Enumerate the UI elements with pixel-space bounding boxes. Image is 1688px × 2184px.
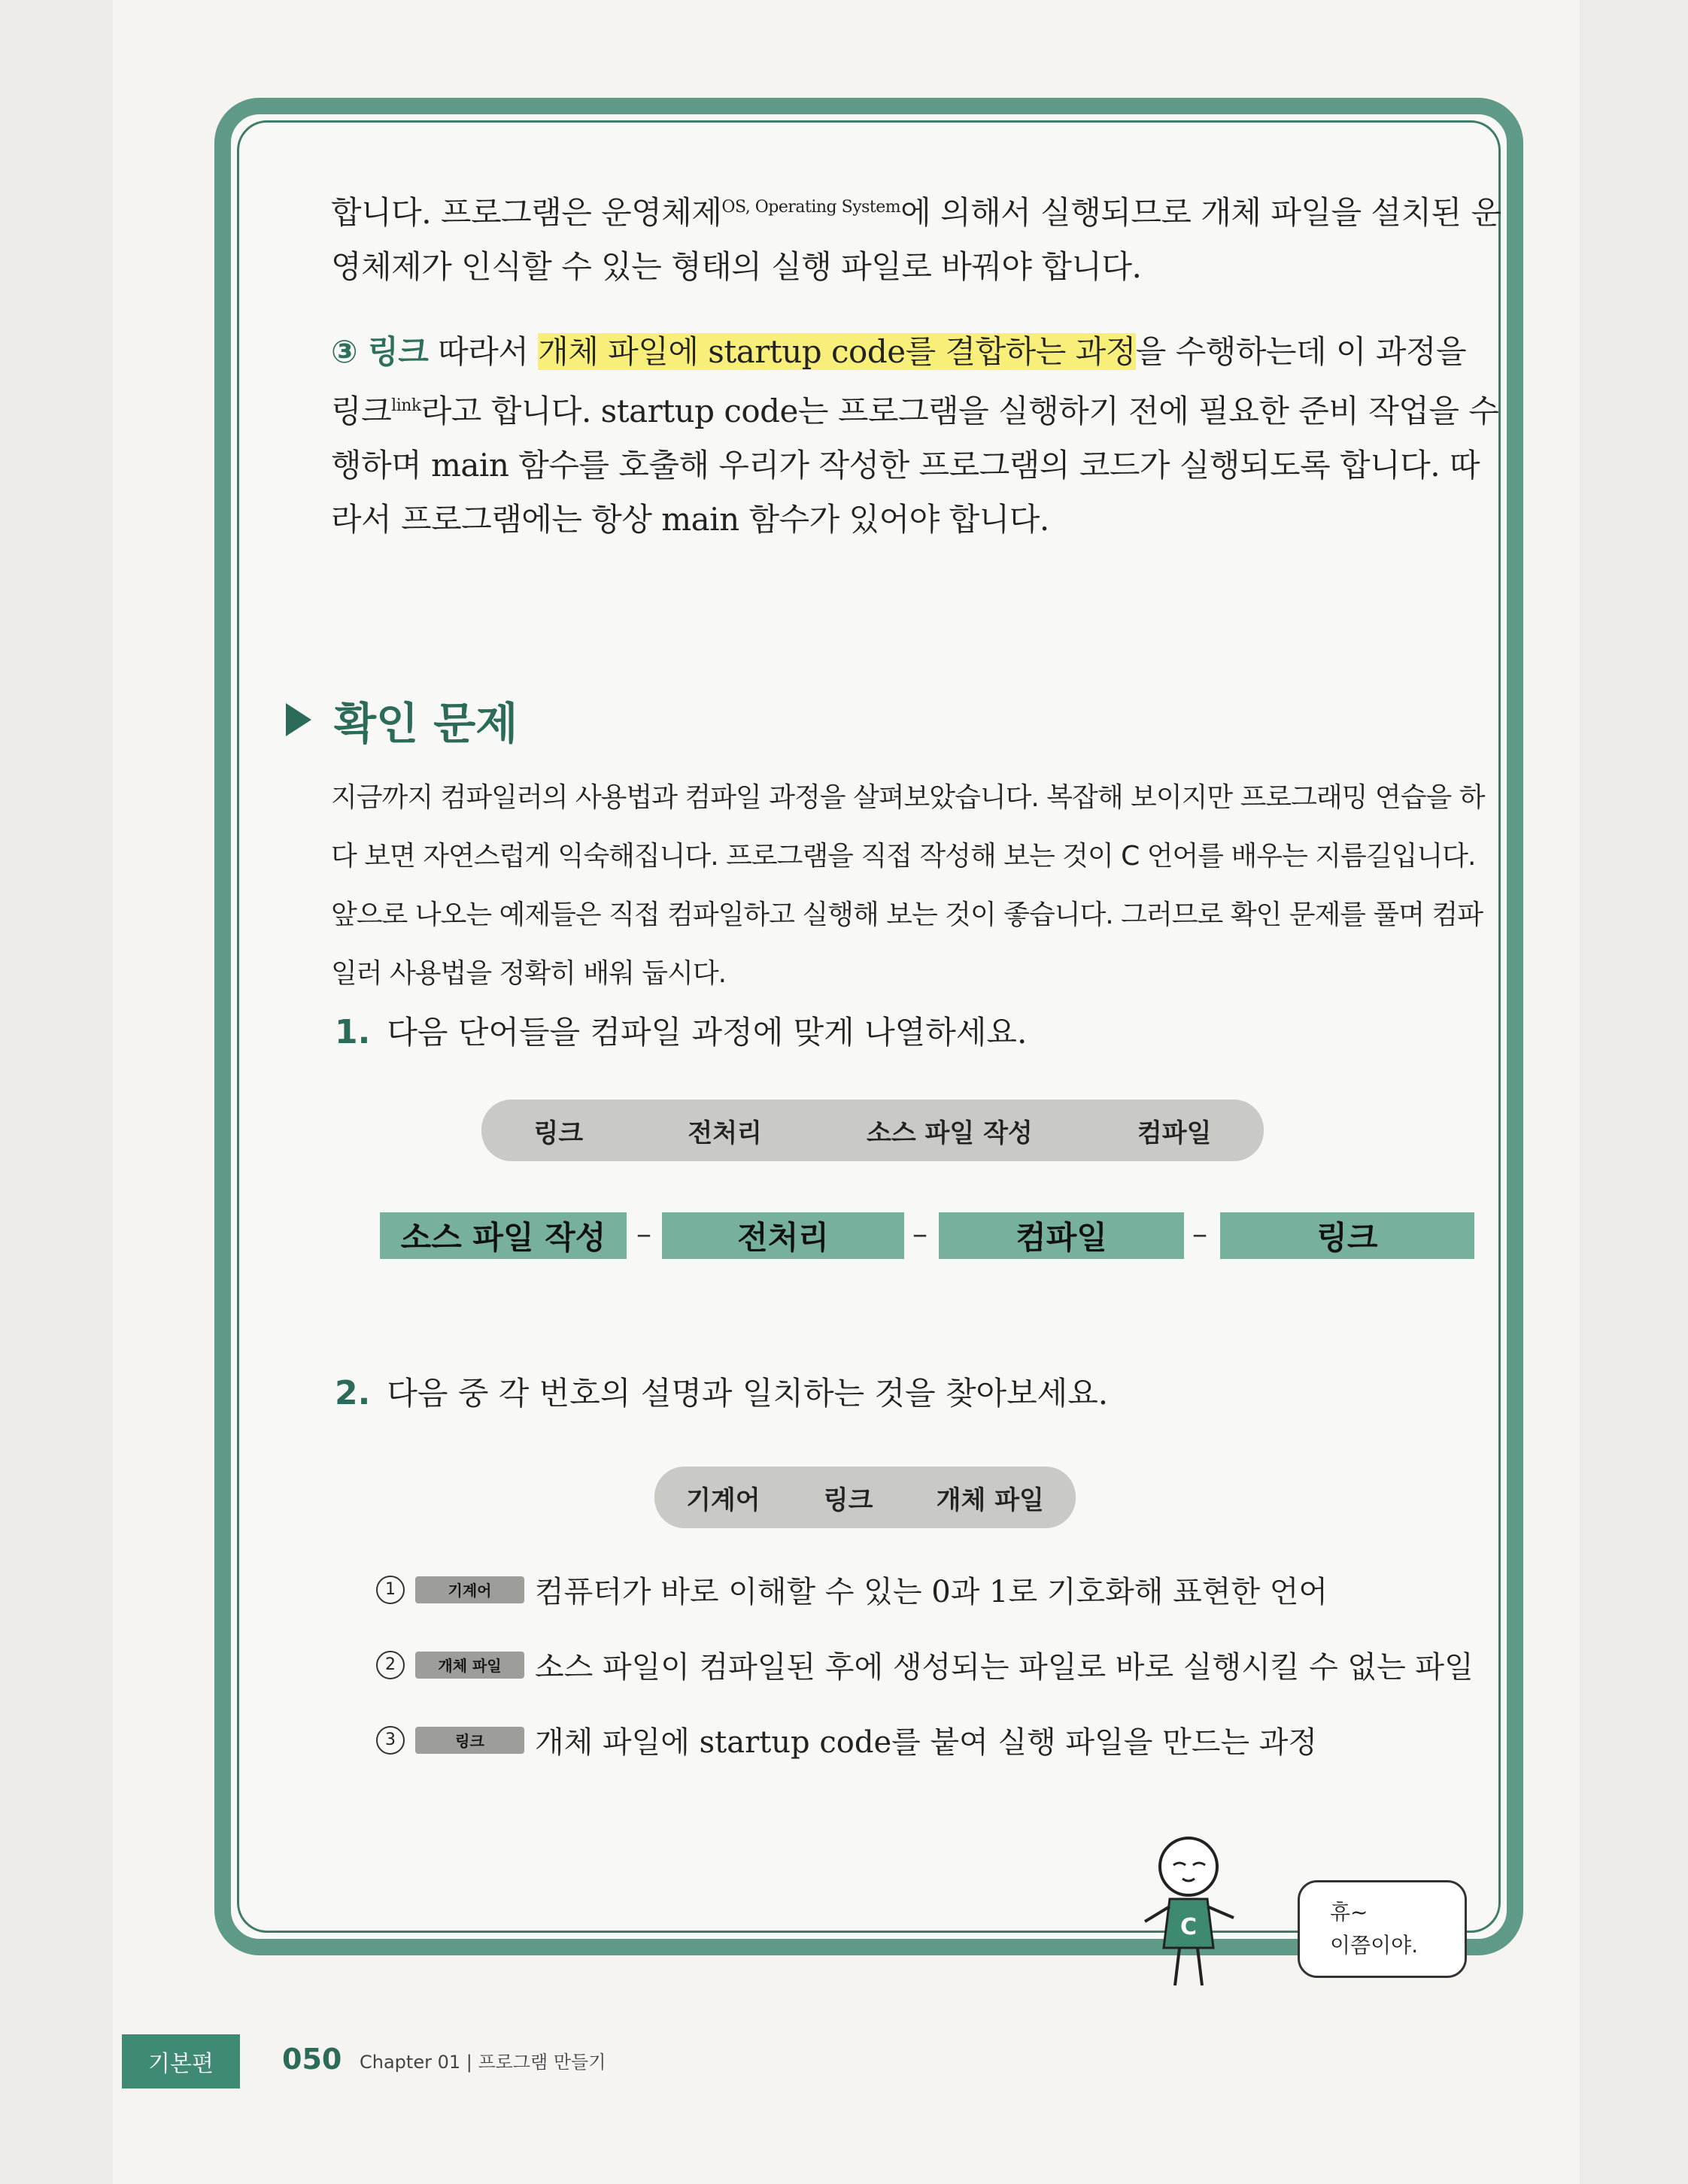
word-chip: 개체 파일 bbox=[936, 1485, 1044, 1515]
match-item: 3 링크 개체 파일에 startup code를 붙여 실행 파일을 만드는 과정 bbox=[376, 1718, 1317, 1761]
word-chip: 컴파일 bbox=[1137, 1118, 1212, 1148]
triangle-bullet-icon bbox=[286, 703, 311, 736]
paragraph-link: ③ 링크 따라서 개체 파일에 startup code를 결합하는 과정을 수행하는데 이 과정을 링크$^{link}$라고 합니다. startup code는 프로그램을 실행하기 전에 필요한 준비 작업을 수행하며 main 함수를 호출해 우리가 작성한 프로그램의 코드가 실행되도록 합니다. 따라서 프로그램에는 항상 main 함수가 있어야 합니다. bbox=[331, 333, 1499, 538]
word-chip: 소스 파일 작성 bbox=[867, 1118, 1033, 1148]
separator-dash: – bbox=[912, 1217, 927, 1251]
chapter-title: Chapter 01 | 프로그램 만들기 bbox=[360, 2052, 606, 2073]
word-chip: 전처리 bbox=[688, 1118, 762, 1148]
item-number: 3 bbox=[376, 1726, 405, 1755]
answer-box: 링크 bbox=[1220, 1212, 1474, 1259]
speech-bubble: 휴~ 이쯤이야. bbox=[1298, 1880, 1467, 1978]
match-item: 2 개체 파일 소스 파일이 컴파일된 후에 생성되는 파일로 바로 실행시킬 수 없는 파일 bbox=[376, 1643, 1474, 1686]
word-chip: 링크 bbox=[533, 1118, 584, 1148]
mascot-shirt-letter: C bbox=[1179, 1914, 1198, 1940]
highlighted-text: 개체 파일에 startup code를 결합하는 과정 bbox=[538, 333, 1136, 370]
match-item: 1 기계어 컴퓨터가 바로 이해할 수 있는 0과 1로 기호화해 표현한 언어 bbox=[376, 1568, 1328, 1611]
word-chip: 링크 bbox=[823, 1485, 873, 1515]
paragraph-compile: 합니다. 프로그램은 운영체제$^{OS, Operating System}$에 의해서 실행되므로 개체 파일을 설치된 운영체제가 인식할 수 있는 형태의 실행 파일로 바꿔야 합니다. bbox=[331, 194, 1501, 285]
item-number: 1 bbox=[376, 1576, 405, 1604]
word-chip: 기계어 bbox=[686, 1485, 761, 1515]
question-1: 1. 다음 단어들을 컴파일 과정에 맞게 나열하세요. bbox=[335, 1013, 1028, 1051]
answer-box: 컴파일 bbox=[939, 1212, 1184, 1259]
mascot-illustration bbox=[1128, 1835, 1249, 1993]
answer-box: 전처리 bbox=[662, 1212, 904, 1259]
word-bank-1 bbox=[481, 1100, 1264, 1161]
section-intro: 지금까지 컴파일러의 사용법과 컴파일 과정을 살펴보았습니다. 복잡해 보이지만 프로그래밍 연습을 하다 보면 자연스럽게 익숙해집니다. 프로그램을 직접 작성해 보는 것이 C 언어를 배우는 지름길입니다. 앞으로 나오는 예제들은 직접 컴파일하고 실행해 보는 것이 좋습니다. 그러므로 확인 문제를 풀며 컴파일러 사용법을 정확히 배워 둡시다. bbox=[331, 782, 1485, 989]
answer-box: 소스 파일 작성 bbox=[380, 1212, 627, 1259]
answer-box: 링크 bbox=[415, 1727, 524, 1754]
item-number: 2 bbox=[376, 1651, 405, 1679]
separator-dash: – bbox=[1192, 1217, 1207, 1251]
answer-box: 개체 파일 bbox=[415, 1652, 524, 1679]
separator-dash: – bbox=[636, 1217, 651, 1251]
page-number: 050 bbox=[282, 2043, 342, 2076]
footer-section-tab: 기본편 bbox=[122, 2034, 240, 2088]
word-bank-2 bbox=[654, 1467, 1076, 1528]
question-2: 2. 다음 중 각 번호의 설명과 일치하는 것을 찾아보세요. bbox=[335, 1374, 1109, 1412]
link-step-label: ③ 링크 bbox=[331, 333, 429, 370]
answer-box: 기계어 bbox=[415, 1576, 524, 1603]
section-heading: 확인 문제 bbox=[286, 688, 518, 751]
